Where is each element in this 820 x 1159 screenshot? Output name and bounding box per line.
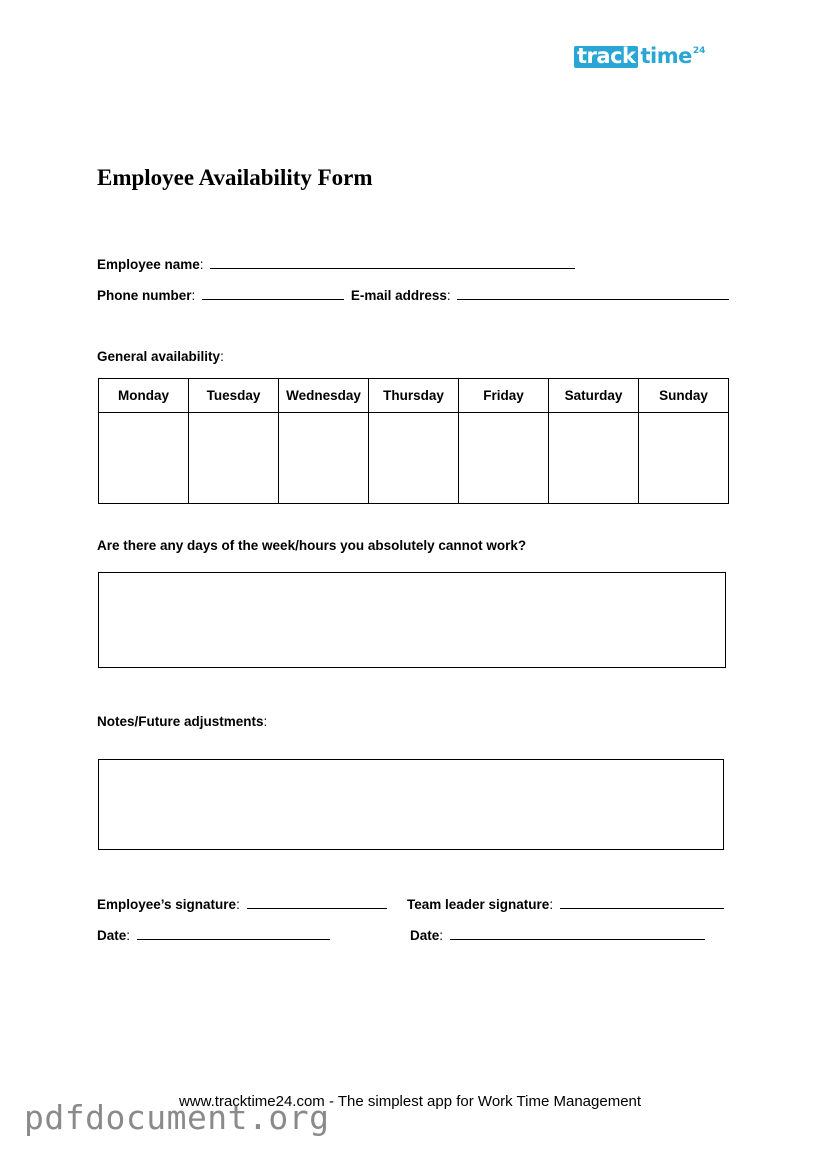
monday-availability-cell[interactable]: [99, 413, 189, 504]
saturday-availability-cell[interactable]: [549, 413, 639, 504]
phone-number-field[interactable]: [202, 287, 344, 300]
day-saturday: Saturday: [549, 379, 639, 413]
day-sunday: Sunday: [639, 379, 729, 413]
team-leader-signature-label: Team leader signature: [407, 897, 550, 912]
watermark: pdfdocument.org: [24, 1098, 330, 1137]
wednesday-availability-cell[interactable]: [279, 413, 369, 504]
date-left-field[interactable]: [137, 927, 330, 940]
date-right-row: Date:: [410, 927, 705, 943]
contact-row: Phone number: E-mail address:: [97, 287, 729, 303]
page-title: Employee Availability Form: [97, 165, 373, 190]
date-left-row: Date:: [97, 927, 330, 943]
footer: www.tracktime24.com - The simplest app for Work Time Management: [178, 1093, 642, 1110]
email-label: E-mail address: [350, 288, 447, 303]
day-wednesday: Wednesday: [279, 379, 369, 413]
employee-name-row: Employee name:: [97, 256, 575, 272]
employee-signature-label: Employee’s signature: [97, 897, 237, 912]
general-availability-heading: General availability:: [97, 349, 224, 364]
employee-name-field[interactable]: [210, 256, 575, 269]
date-right-label: Date: [410, 928, 440, 943]
day-thursday: Thursday: [369, 379, 459, 413]
days-header-row: [99, 379, 729, 413]
employee-signature-row: Employee’s signature:: [97, 896, 387, 912]
employee-name-label: Employee name: [97, 257, 200, 272]
notes-heading: Notes/Future adjustments:: [97, 714, 268, 729]
cannot-work-box[interactable]: [98, 572, 726, 668]
employee-signature-field[interactable]: [247, 896, 387, 909]
team-leader-signature-row: Team leader signature:: [407, 896, 724, 912]
phone-number-label: Phone number: [97, 288, 192, 303]
availability-table: [98, 378, 729, 504]
email-field[interactable]: [457, 287, 729, 300]
team-leader-signature-field[interactable]: [560, 896, 724, 909]
tracktime24-logo: [574, 46, 705, 70]
day-monday: Monday: [99, 379, 189, 413]
logo-track: track: [574, 46, 638, 68]
logo-sup: 24: [692, 46, 706, 56]
date-right-field[interactable]: [450, 927, 705, 940]
cannot-work-question: Are there any days of the week/hours you absolutely cannot work?: [97, 538, 527, 553]
sunday-availability-cell[interactable]: [639, 413, 729, 504]
notes-box[interactable]: [98, 759, 724, 850]
friday-availability-cell[interactable]: [459, 413, 549, 504]
day-friday: Friday: [459, 379, 549, 413]
tuesday-availability-cell[interactable]: [189, 413, 279, 504]
thursday-availability-cell[interactable]: [369, 413, 459, 504]
date-left-label: Date: [97, 928, 127, 943]
availability-input-row: [99, 413, 729, 504]
logo-time: time: [640, 44, 692, 68]
day-tuesday: Tuesday: [189, 379, 279, 413]
